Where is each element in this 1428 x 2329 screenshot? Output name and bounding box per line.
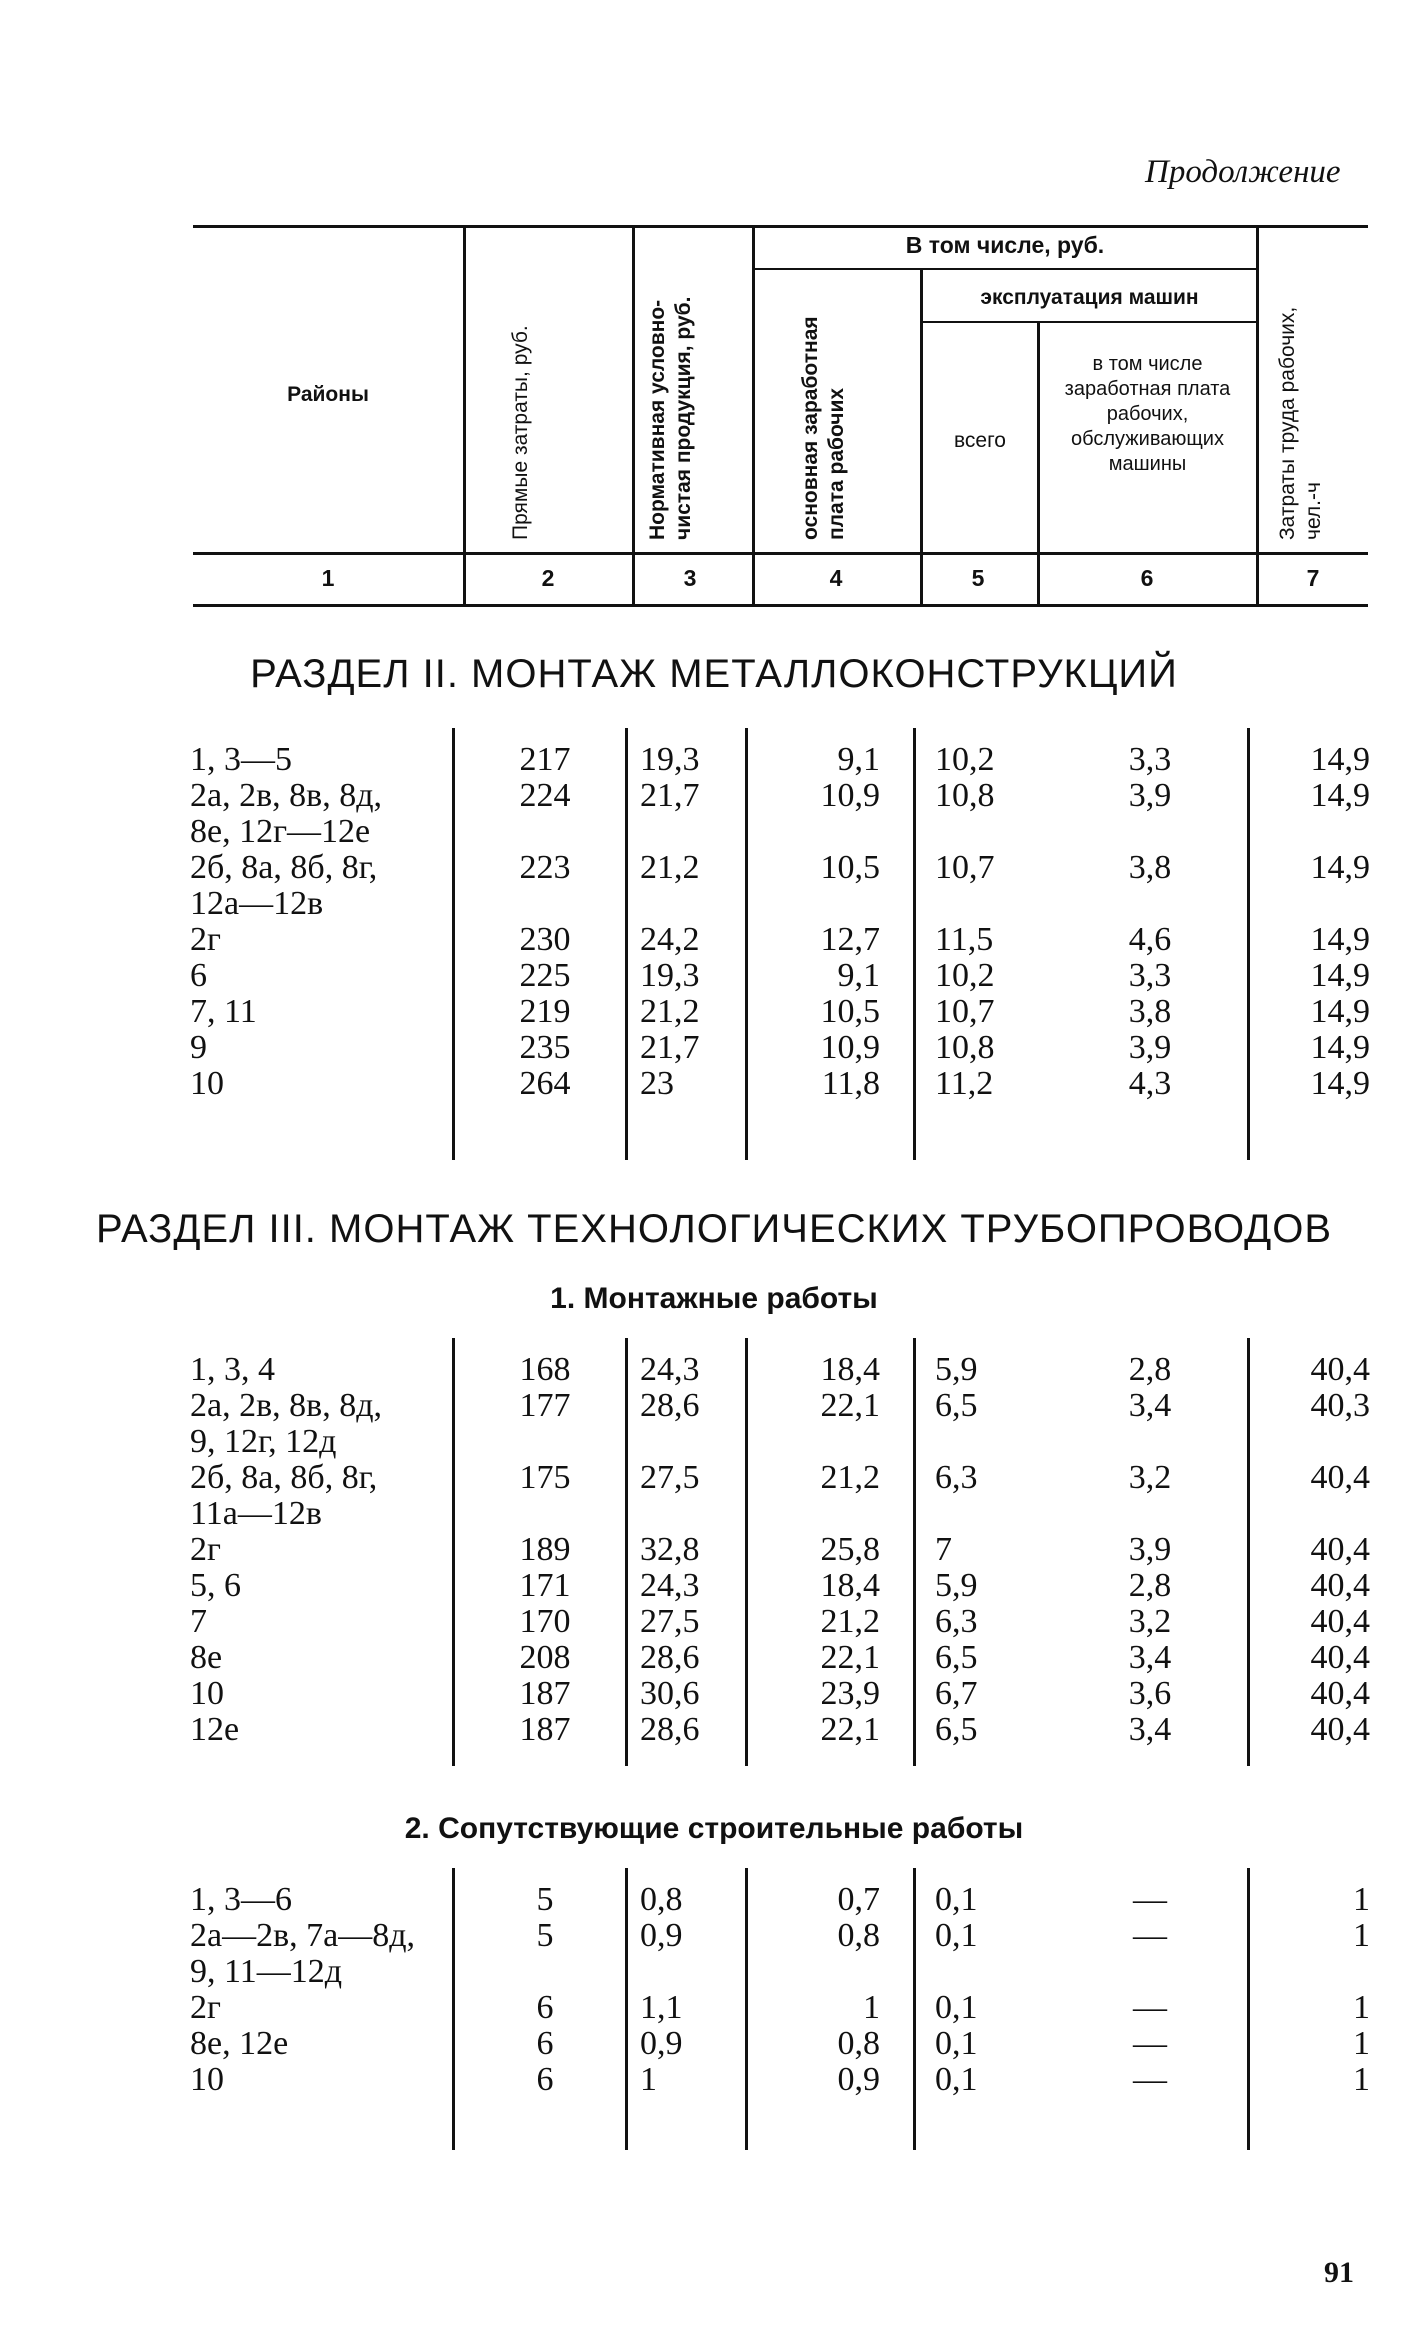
normative-product-cell: 21,2 <box>640 849 700 886</box>
base-salary-cell: 12,7 <box>820 921 880 958</box>
machines-total-cell: 10,2 <box>935 741 995 778</box>
col-number-2: 2 <box>541 565 555 591</box>
hdr-vline-2 <box>632 225 635 605</box>
region-cell: 2а—2в, 7а—8д, 9, 11—12д <box>190 1917 416 1990</box>
base-salary-cell: 0,8 <box>837 2025 880 2062</box>
machine-operators-salary-cell: 3,4 <box>1128 1711 1172 1748</box>
section-2-title: РАЗДЕЛ II. МОНТАЖ МЕТАЛЛОКОНСТРУКЦИЙ <box>250 652 1178 696</box>
machines-total-cell: 10,7 <box>935 993 995 1030</box>
region-cell: 10 <box>190 1675 224 1712</box>
col-number-4: 4 <box>829 565 843 591</box>
s2-vline-2 <box>625 728 628 1160</box>
machine-operators-salary-cell: 3,3 <box>1128 957 1172 994</box>
region-cell: 12е <box>190 1711 240 1748</box>
machine-operators-salary-cell: — <box>1133 1989 1167 2026</box>
normative-product-cell: 1 <box>640 2061 657 2098</box>
normative-product-cell: 0,8 <box>640 1881 683 1918</box>
region-cell: 2б, 8а, 8б, 8г, 11а—12в <box>190 1459 378 1532</box>
direct-costs-cell: 264 <box>519 1065 571 1102</box>
machine-operators-salary-cell: 3,4 <box>1128 1387 1172 1424</box>
s3a-vline-1 <box>452 1338 455 1766</box>
header-mid-rule <box>193 552 1368 555</box>
labor-costs-cell: 40,4 <box>1310 1675 1370 1712</box>
machines-total-cell: 0,1 <box>935 1881 978 1918</box>
machine-operators-salary-cell: 3,8 <box>1128 993 1172 1030</box>
machine-operators-salary-cell: 2,8 <box>1128 1351 1172 1388</box>
labor-costs-cell: 14,9 <box>1310 777 1370 814</box>
labor-costs-cell: 40,4 <box>1310 1567 1370 1604</box>
direct-costs-cell: 6 <box>536 1989 554 2026</box>
col-number-3: 3 <box>683 565 697 591</box>
machines-total-cell: 0,1 <box>935 1989 978 2026</box>
region-cell: 7, 11 <box>190 993 257 1030</box>
s3a-vline-5 <box>1247 1338 1250 1766</box>
labor-costs-cell: 1 <box>1353 2025 1370 2062</box>
col-number-1: 1 <box>321 565 335 591</box>
normative-product-cell: 24,3 <box>640 1351 700 1388</box>
direct-costs-cell: 175 <box>519 1459 571 1496</box>
machines-total-cell: 5,9 <box>935 1567 978 1604</box>
machine-operators-salary-cell: 3,9 <box>1128 1029 1172 1066</box>
labor-costs-cell: 40,4 <box>1310 1351 1370 1388</box>
header-direct-costs: Прямые затраты, руб. <box>509 325 532 540</box>
labor-costs-cell: 14,9 <box>1310 741 1370 778</box>
base-salary-cell: 1 <box>863 1989 880 2026</box>
col-number-7: 7 <box>1306 565 1320 591</box>
direct-costs-cell: 189 <box>519 1531 571 1568</box>
region-cell: 9 <box>190 1029 207 1066</box>
base-salary-cell: 0,9 <box>837 2061 880 2098</box>
header-machine-operators-salary: в том числе заработная плата рабочих, обслуживающих машины <box>1064 353 1231 475</box>
base-salary-cell: 10,9 <box>820 1029 880 1066</box>
direct-costs-cell: 171 <box>519 1567 571 1604</box>
hdr-vline-3 <box>752 225 755 605</box>
machine-operators-salary-cell: — <box>1133 1917 1167 1954</box>
base-salary-cell: 22,1 <box>820 1711 880 1748</box>
header-total: всего <box>954 429 1006 452</box>
s3a-vline-2 <box>625 1338 628 1766</box>
base-salary-cell: 22,1 <box>820 1639 880 1676</box>
base-salary-cell: 18,4 <box>820 1567 880 1604</box>
labor-costs-cell: 40,4 <box>1310 1531 1370 1568</box>
base-salary-cell: 21,2 <box>820 1459 880 1496</box>
section-3-subtitle-1: 1. Монтажные работы <box>550 1282 878 1315</box>
normative-product-cell: 0,9 <box>640 2025 683 2062</box>
machines-total-cell: 6,3 <box>935 1603 978 1640</box>
normative-product-cell: 19,3 <box>640 957 700 994</box>
machine-operators-salary-cell: 4,3 <box>1128 1065 1172 1102</box>
machine-operators-salary-cell: — <box>1133 1881 1167 1918</box>
direct-costs-cell: 6 <box>536 2025 554 2062</box>
direct-costs-cell: 5 <box>536 1881 554 1918</box>
base-salary-cell: 10,5 <box>820 993 880 1030</box>
direct-costs-cell: 235 <box>519 1029 571 1066</box>
direct-costs-cell: 217 <box>519 741 571 778</box>
labor-costs-cell: 40,3 <box>1310 1387 1370 1424</box>
header-machines-group: эксплуатация машин <box>980 286 1199 309</box>
s3b-vline-4 <box>913 1868 916 2150</box>
machines-total-cell: 10,7 <box>935 849 995 886</box>
normative-product-cell: 23 <box>640 1065 674 1102</box>
machines-total-cell: 10,2 <box>935 957 995 994</box>
region-cell: 5, 6 <box>190 1567 241 1604</box>
normative-product-cell: 28,6 <box>640 1387 700 1424</box>
machines-total-cell: 6,5 <box>935 1711 978 1748</box>
machines-total-cell: 7 <box>935 1531 952 1568</box>
region-cell: 7 <box>190 1603 207 1640</box>
base-salary-cell: 10,5 <box>820 849 880 886</box>
normative-product-cell: 30,6 <box>640 1675 700 1712</box>
s2-vline-5 <box>1247 728 1250 1160</box>
direct-costs-cell: 187 <box>519 1675 571 1712</box>
machine-operators-salary-cell: 2,8 <box>1128 1567 1172 1604</box>
direct-costs-cell: 168 <box>519 1351 571 1388</box>
normative-product-cell: 21,7 <box>640 777 700 814</box>
normative-product-cell: 1,1 <box>640 1989 683 2026</box>
machines-total-cell: 11,2 <box>935 1065 994 1102</box>
section-3-subtitle-2: 2. Сопутствующие строительные работы <box>404 1812 1024 1845</box>
labor-costs-cell: 40,4 <box>1310 1711 1370 1748</box>
direct-costs-cell: 225 <box>519 957 571 994</box>
col-number-6: 6 <box>1140 565 1154 591</box>
base-salary-cell: 21,2 <box>820 1603 880 1640</box>
machines-rule <box>923 321 1256 323</box>
region-cell: 2г <box>190 1989 221 2026</box>
section-3-title: РАЗДЕЛ III. МОНТАЖ ТЕХНОЛОГИЧЕСКИХ ТРУБОПРОВОДОВ <box>95 1207 1333 1251</box>
machine-operators-salary-cell: 3,4 <box>1128 1639 1172 1676</box>
normative-product-cell: 28,6 <box>640 1639 700 1676</box>
normative-product-cell: 21,7 <box>640 1029 700 1066</box>
base-salary-cell: 9,1 <box>837 741 880 778</box>
region-cell: 2а, 2в, 8в, 8д, 9, 12г, 12д <box>190 1387 382 1460</box>
region-cell: 2б, 8а, 8б, 8г, 12а—12в <box>190 849 378 922</box>
region-cell: 2г <box>190 921 221 958</box>
labor-costs-cell: 1 <box>1353 1917 1370 1954</box>
direct-costs-cell: 230 <box>519 921 571 958</box>
machine-operators-salary-cell: 3,9 <box>1128 1531 1172 1568</box>
machine-operators-salary-cell: — <box>1133 2061 1167 2098</box>
machine-operators-salary-cell: 3,6 <box>1128 1675 1172 1712</box>
normative-product-cell: 27,5 <box>640 1459 700 1496</box>
labor-costs-cell: 14,9 <box>1310 921 1370 958</box>
base-salary-cell: 9,1 <box>837 957 880 994</box>
hdr-vline-5 <box>1037 321 1040 605</box>
machine-operators-salary-cell: 3,9 <box>1128 777 1172 814</box>
direct-costs-cell: 187 <box>519 1711 571 1748</box>
labor-costs-cell: 14,9 <box>1310 993 1370 1030</box>
header-bottom-rule <box>193 604 1368 607</box>
machines-total-cell: 6,3 <box>935 1459 978 1496</box>
base-salary-cell: 25,8 <box>820 1531 880 1568</box>
region-cell: 1, 3—6 <box>190 1881 292 1918</box>
machines-total-cell: 0,1 <box>935 2061 978 2098</box>
direct-costs-cell: 177 <box>519 1387 571 1424</box>
s3b-vline-5 <box>1247 1868 1250 2150</box>
hdr-vline-1 <box>463 225 466 605</box>
group-rule <box>753 268 1256 270</box>
header-base-salary: основная заработная плата рабочих <box>799 316 848 540</box>
normative-product-cell: 27,5 <box>640 1603 700 1640</box>
machine-operators-salary-cell: 4,6 <box>1128 921 1172 958</box>
direct-costs-cell: 170 <box>519 1603 571 1640</box>
region-cell: 6 <box>190 957 207 994</box>
s3b-vline-1 <box>452 1868 455 2150</box>
normative-product-cell: 32,8 <box>640 1531 700 1568</box>
s2-vline-4 <box>913 728 916 1160</box>
s2-vline-1 <box>452 728 455 1160</box>
machine-operators-salary-cell: 3,2 <box>1128 1459 1172 1496</box>
labor-costs-cell: 40,4 <box>1310 1639 1370 1676</box>
normative-product-cell: 24,2 <box>640 921 700 958</box>
machines-total-cell: 0,1 <box>935 1917 978 1954</box>
page-number: 91 <box>1324 2256 1354 2289</box>
machines-total-cell: 11,5 <box>935 921 994 958</box>
s3b-vline-2 <box>625 1868 628 2150</box>
hdr-vline-6 <box>1256 225 1259 605</box>
machine-operators-salary-cell: 3,2 <box>1128 1603 1172 1640</box>
direct-costs-cell: 5 <box>536 1917 554 1954</box>
machines-total-cell: 6,7 <box>935 1675 978 1712</box>
region-cell: 2г <box>190 1531 221 1568</box>
base-salary-cell: 23,9 <box>820 1675 880 1712</box>
direct-costs-cell: 208 <box>519 1639 571 1676</box>
region-cell: 1, 3, 4 <box>190 1351 275 1388</box>
col-number-5: 5 <box>971 565 985 591</box>
region-cell: 1, 3—5 <box>190 741 292 778</box>
normative-product-cell: 24,3 <box>640 1567 700 1604</box>
labor-costs-cell: 40,4 <box>1310 1603 1370 1640</box>
region-cell: 2а, 2в, 8в, 8д, 8е, 12г—12е <box>190 777 382 850</box>
base-salary-cell: 0,7 <box>837 1881 880 1918</box>
s3a-vline-4 <box>913 1338 916 1766</box>
direct-costs-cell: 224 <box>519 777 571 814</box>
region-cell: 10 <box>190 2061 224 2098</box>
machines-total-cell: 5,9 <box>935 1351 978 1388</box>
header-regions: Районы <box>287 383 369 406</box>
region-cell: 8е <box>190 1639 223 1676</box>
labor-costs-cell: 14,9 <box>1310 1065 1370 1102</box>
header-top-rule <box>193 225 1368 228</box>
base-salary-cell: 11,8 <box>821 1065 880 1102</box>
direct-costs-cell: 223 <box>519 849 571 886</box>
labor-costs-cell: 14,9 <box>1310 957 1370 994</box>
header-group: В том числе, руб. <box>905 232 1105 258</box>
normative-product-cell: 21,2 <box>640 993 700 1030</box>
machines-total-cell: 10,8 <box>935 777 995 814</box>
labor-costs-cell: 14,9 <box>1310 849 1370 886</box>
machine-operators-salary-cell: 3,8 <box>1128 849 1172 886</box>
direct-costs-cell: 6 <box>536 2061 554 2098</box>
base-salary-cell: 0,8 <box>837 1917 880 1954</box>
normative-product-cell: 19,3 <box>640 741 700 778</box>
continuation-label: Продолжение <box>1145 154 1341 190</box>
base-salary-cell: 10,9 <box>820 777 880 814</box>
header-normative-product: Нормативная условно-чистая продукция, руб. <box>646 296 695 540</box>
base-salary-cell: 22,1 <box>820 1387 880 1424</box>
labor-costs-cell: 1 <box>1353 1989 1370 2026</box>
labor-costs-cell: 1 <box>1353 2061 1370 2098</box>
machines-total-cell: 6,5 <box>935 1639 978 1676</box>
labor-costs-cell: 1 <box>1353 1881 1370 1918</box>
machines-total-cell: 6,5 <box>935 1387 978 1424</box>
machines-total-cell: 10,8 <box>935 1029 995 1066</box>
direct-costs-cell: 219 <box>519 993 571 1030</box>
normative-product-cell: 28,6 <box>640 1711 700 1748</box>
machine-operators-salary-cell: 3,3 <box>1128 741 1172 778</box>
labor-costs-cell: 14,9 <box>1310 1029 1370 1066</box>
base-salary-cell: 18,4 <box>820 1351 880 1388</box>
normative-product-cell: 0,9 <box>640 1917 683 1954</box>
labor-costs-cell: 40,4 <box>1310 1459 1370 1496</box>
region-cell: 8е, 12е <box>190 2025 289 2062</box>
region-cell: 10 <box>190 1065 224 1102</box>
machine-operators-salary-cell: — <box>1133 2025 1167 2062</box>
machines-total-cell: 0,1 <box>935 2025 978 2062</box>
header-labor-costs: Затраты труда рабочих, чел.-ч <box>1276 306 1325 540</box>
